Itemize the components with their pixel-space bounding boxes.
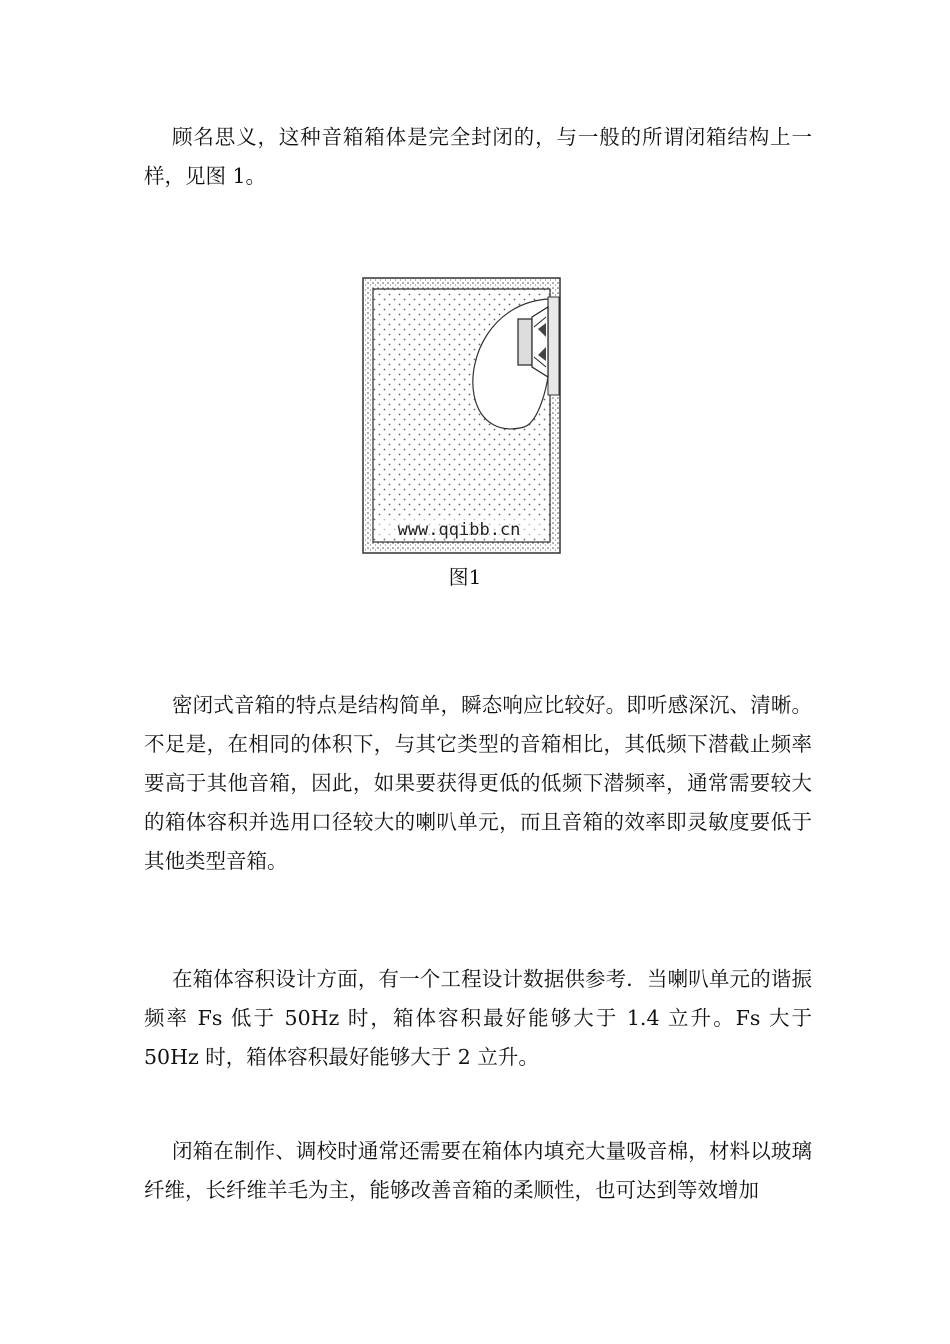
- sealed-enclosure-diagram: [362, 277, 562, 555]
- paragraph-intro: 顾名思义，这种音箱箱体是完全封闭的，与一般的所谓闭箱结构上一样，见图 1。: [144, 125, 812, 188]
- figure-caption: 图1: [448, 565, 482, 589]
- front-baffle: [548, 297, 559, 395]
- driver-magnet: [518, 319, 532, 365]
- sealed-enclosure-figure: [362, 277, 562, 555]
- paragraph-volume-design: 在箱体容积设计方面，有一个工程设计数据供参考．当喇叭单元的谐振频率 Fs 低于 50Hz 时，箱体容积最好能够大于 1.4 立升。Fs 大于 50Hz 时，箱体容积最好能够大于 2 立升。: [144, 967, 812, 1069]
- paragraph-damping: 闭箱在制作、调校时通常还需要在箱体内填充大量吸音棉，材料以玻璃纤维，长纤维羊毛为主，能够改善音箱的柔顺性，也可达到等效增加: [144, 1139, 812, 1202]
- watermark-text: www.qqibb.cn: [397, 520, 521, 540]
- paragraph-features: 密闭式音箱的特点是结构简单，瞬态响应比较好。即听感深沉、清晰。不足是，在相同的体积下，与其它类型的音箱相比，其低频下潜截止频率要高于其他音箱，因此，如果要获得更低的低频下潜频率，通常需要较大的箱体容积并选用口径较大的喇叭单元，而且音箱的效率即灵敏度要低于其他类型音箱。: [144, 693, 812, 873]
